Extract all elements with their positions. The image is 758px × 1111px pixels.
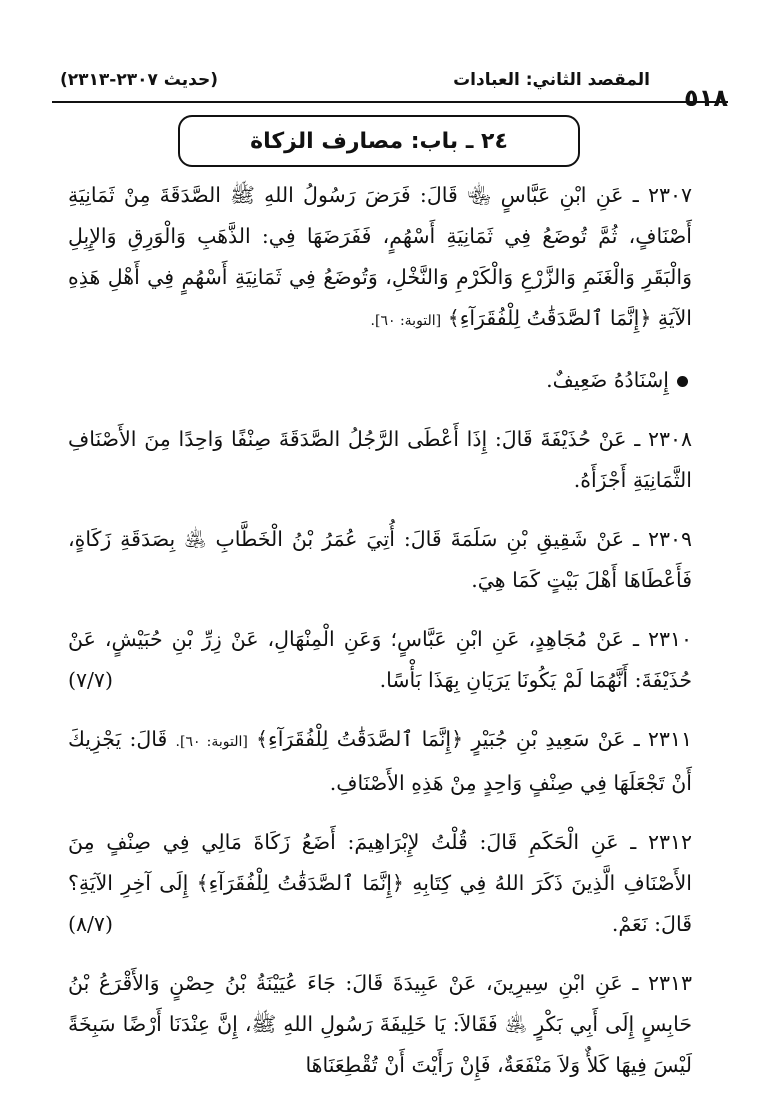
hadith-text: ٢٣٠٩ ـ عَنْ شَقِيقِ بْنِ سَلَمَةَ قَالَ: أُتِيَ عُمَرُ بْنُ الْخَطَّابِ ﵁ بِصَدَقَةِ زَكَاةٍ، فَأَعْطَاهَا أَهْلَ بَيْتٍ كَمَا هِيَ. bbox=[68, 527, 692, 592]
hadith-2311 bbox=[68, 719, 692, 804]
hadith-2308 bbox=[68, 419, 692, 501]
page-number: ٥١٨ bbox=[684, 84, 728, 112]
hadith-text: ٢٣١١ ـ عَنْ سَعِيدِ بْنِ جُبَيْرٍ ﴿إِنَّمَا ٱلصَّدَقَٰتُ لِلْفُقَرَآءِ﴾ bbox=[256, 727, 692, 751]
grading-note bbox=[68, 360, 692, 401]
hadith-text: ٢٣١٢ ـ عَنِ الْحَكَمِ قَالَ: قُلْتُ لإِبْرَاهِيمَ: أَضَعُ زَكَاةَ مَالِي فِي صِنْفٍ مِنَ الأَصْنَافِ الَّذِينَ ذَكَرَ اللهُ فِي كِتَابِهِ ﴿إِنَّمَا ٱلصَّدَقَٰتُ لِلْفُقَرَآءِ﴾ إِلَى آخِرِ الآيَةِ؟ قَالَ: نَعَمْ. bbox=[68, 830, 692, 936]
hadith-2310 bbox=[68, 619, 692, 701]
hadith-range: (حديث ٢٣٠٧-٢٣١٣) bbox=[60, 70, 219, 90]
hadith-2313 bbox=[68, 963, 692, 1086]
section-title: المقصد الثاني: العبادات bbox=[453, 70, 650, 90]
hadith-text-continued: قَالَ: يَجْزِيكَ أَنْ تَجْعَلَهَا فِي صِنْفٍ وَاحِدٍ مِنْ هَذِهِ الأَصْنَافِ. bbox=[68, 727, 692, 795]
hadith-text: ٢٣٠٧ ـ عَنِ ابْنِ عَبَّاسٍ ﵄ قَالَ: فَرَضَ رَسُولُ اللهِ ﷺ الصَّدَقَةَ مِنْ ثَمَانِيَةِ أَصْنَافٍ، ثُمَّ تُوضَعُ فِي ثَمَانِيَةِ أَسْهُمٍ، فَفَرَضَهَا فِي: الذَّهَبِ وَالْوَرِقِ وَالإِبِلِ وَالْبَقَرِ وَالْغَنَمِ وَالزَّرْعِ وَالْكَرْمِ وَالنَّخْلِ، وَتُوضَعُ فِي ثَمَانِيَةِ أَسْهُمٍ فِي أَهْلِ هَذِهِ الآيَةِ ﴿إِنَّمَا ٱلصَّدَقَٰتُ لِلْفُقَرَآءِ﴾ bbox=[68, 183, 692, 330]
quran-reference: [التوبة: ٦٠]. bbox=[175, 734, 248, 750]
volume-citation: (٨/٧) bbox=[68, 912, 113, 936]
running-header bbox=[30, 62, 728, 112]
hadith-2307 bbox=[68, 175, 692, 342]
bullet-icon bbox=[677, 376, 688, 387]
grading-text: إِسْنَادُهُ ضَعِيفٌ. bbox=[546, 368, 669, 392]
hadith-text: ٢٣١٠ ـ عَنْ مُجَاهِدٍ، عَنِ ابْنِ عَبَّاسٍ؛ وَعَنِ الْمِنْهَالِ، عَنْ زِرِّ بْنِ حُبَيْشٍ، عَنْ حُذَيْفَةَ: أَنَّهُمَا لَمْ يَكُونَا يَرَيَانِ بِهَذَا بَأْسًا. bbox=[68, 627, 692, 692]
chapter-title: ٢٤ ـ باب: مصارف الزكاة bbox=[250, 128, 508, 154]
hadith-text-body bbox=[68, 175, 692, 1104]
header-divider bbox=[52, 101, 728, 103]
hadith-text: ٢٣١٣ ـ عَنِ ابْنِ سِيرِينَ، عَنْ عَبِيدَةَ قَالَ: جَاءَ عُيَيْنَةُ بْنُ حِصْنٍ وَالأَقْرَعُ بْنُ حَابِسٍ إِلَى أَبِي بَكْرٍ ﵁ فَقَالاَ: يَا خَلِيفَةَ رَسُولِ اللهِ ﷺ، إِنَّ عِنْدَنَا أَرْضًا سَبِخَةً لَيْسَ فِيهَا كَلأٌ وَلاَ مَنْفَعَةٌ، فَإِنْ رَأَيْتَ أَنْ تُقْطِعَنَاهَا bbox=[68, 971, 692, 1077]
chapter-title-box bbox=[178, 115, 580, 167]
hadith-text: ٢٣٠٨ ـ عَنْ حُذَيْفَةَ قَالَ: إِذَا أَعْطَى الرَّجُلُ الصَّدَقَةَ صِنْفًا وَاحِدًا مِنَ الأَصْنَافِ الثَّمَانِيَةِ أَجْزَأَهُ. bbox=[68, 427, 692, 492]
quran-reference: [التوبة: ٦٠]. bbox=[370, 313, 442, 329]
hadith-2312 bbox=[68, 822, 692, 945]
volume-citation: (٧/٧) bbox=[68, 668, 113, 692]
hadith-2309 bbox=[68, 519, 692, 601]
